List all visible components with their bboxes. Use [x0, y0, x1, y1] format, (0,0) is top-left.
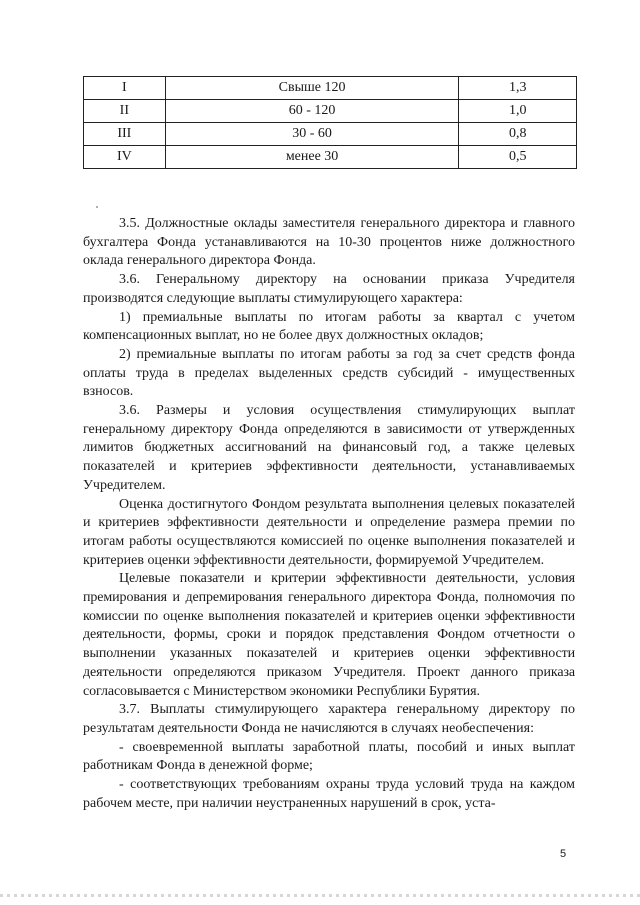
table-cell-coefficient: 0,8 [459, 123, 577, 146]
scan-edge [0, 894, 640, 897]
list-item-quarter-bonus: 1) премиальные выплаты по итогам работы за квартал с учетом компенсационных выплат, но не более двух должностных окладов; [83, 309, 575, 344]
page-number: 5 [560, 848, 567, 860]
table-cell-coefficient: 0,5 [459, 146, 577, 169]
paragraph-3-5: 3.5. Должностные оклады заместителя генерального директора и главного бухгалтера Фонда устанавливаются на 10-30 процентов ниже должностного оклада генерального директора Фонда. [83, 216, 575, 269]
list-item-labor-safety: - соответствующих требованиям охраны труда условий труда на каждом рабочем месте, при наличии неустраненных нарушений в срок, уста- [83, 777, 575, 811]
table-cell-coefficient: 1,0 [459, 100, 577, 123]
list-item-wages: - своевременной выплаты заработной платы, пособий и иных выплат работникам Фонда в денежной форме; [83, 739, 575, 774]
group-coefficient-table [83, 76, 577, 169]
table-cell-group: III [84, 123, 166, 146]
table-cell-range: Свыше 120 [165, 77, 459, 100]
paragraph-3-6-conditions: 3.6. Размеры и условия осуществления стимулирующих выплат генеральному директору Фонда определяются в зависимости от утвержденных лимитов бюджетных ассигнований на финансовый год, а также целевых показателей и критериев эффективности деятельности, устанавливаемых Учредителем. [83, 403, 575, 493]
paragraph-3-7: 3.7. Выплаты стимулирующего характера генеральному директору по результатам деятельности Фонда не начисляются в случаях необеспечения: [83, 702, 575, 736]
table-row [84, 77, 577, 100]
scan-speck [96, 206, 98, 208]
table-row [84, 146, 577, 169]
table-cell-range: менее 30 [165, 146, 459, 169]
table-cell-range: 60 - 120 [165, 100, 459, 123]
paragraph-3-6-intro: 3.6. Генеральному директору на основании приказа Учредителя производятся следующие выплаты стимулирующего характера: [83, 272, 575, 306]
body-text [83, 215, 575, 814]
table-cell-range: 30 - 60 [165, 123, 459, 146]
list-item-year-bonus: 2) премиальные выплаты по итогам работы за год за счет средств фонда оплаты труда в пределах выделенных средств субсидий - имущественных взносов. [83, 346, 575, 400]
table-row [84, 123, 577, 146]
table-cell-group: IV [84, 146, 166, 169]
table-cell-group: I [84, 77, 166, 100]
table-row [84, 100, 577, 123]
paragraph-evaluation: Оценка достигнутого Фондом результата выполнения целевых показателей и критериев эффективности деятельности и определение размера премии по итогам работы осуществляются комиссией по оценке выполнения показателей и критериев оценки эффективности деятельности, формируемой Учредителем. [83, 496, 575, 568]
table-cell-group: II [84, 100, 166, 123]
paragraph-targets: Целевые показатели и критерии эффективности деятельности, условия премирования и депремирования генерального директора Фонда, полномочия по комиссии по оценке выполнения показателей и критериев оценки эффективности деятельности, формы, сроки и порядок представления Фондом отчетности о выполнении указанных показателей и критериев оценки эффективности деятельности определяются приказом Учредителя. Проект данного приказа согласовывается с Министерством экономики Республики Бурятия. [83, 571, 575, 699]
table-cell-coefficient: 1,3 [459, 77, 577, 100]
